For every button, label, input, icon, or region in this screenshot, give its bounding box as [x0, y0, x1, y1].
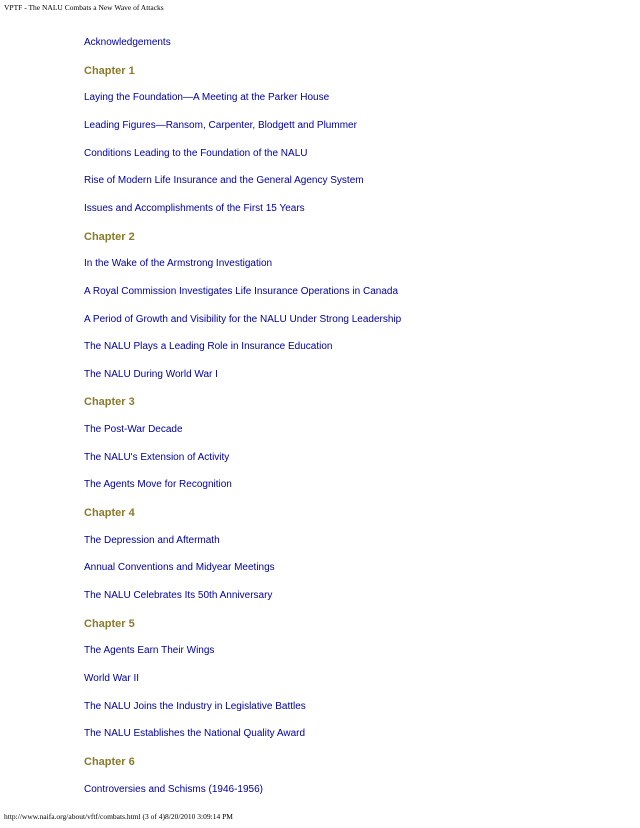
toc-link[interactable]: The NALU Plays a Leading Role in Insurance Education: [84, 341, 333, 353]
toc-link[interactable]: Controversies and Schisms (1946-1956): [84, 783, 263, 795]
toc-link[interactable]: Issues and Accomplishments of the First 15 Years: [84, 202, 305, 214]
toc-link[interactable]: The NALU During World War I: [84, 368, 218, 380]
toc-link[interactable]: Leading Figures—Ransom, Carpenter, Blodgett and Plummer: [84, 119, 357, 131]
toc-link[interactable]: The NALU Celebrates Its 50th Anniversary: [84, 590, 273, 601]
toc-link[interactable]: Conditions Leading to the Foundation of the NALU: [84, 147, 308, 159]
chapter-heading: Chapter 4: [84, 507, 135, 520]
toc-link[interactable]: Laying the Foundation—A Meeting at the Parker House: [84, 92, 330, 104]
toc-link[interactable]: World War II: [84, 672, 140, 684]
chapter-heading: Chapter 2: [84, 230, 135, 243]
print-header-title: VPTF - The NALU Combats a New Wave of Attacks: [4, 3, 164, 12]
chapter-heading: Chapter 1: [84, 64, 135, 77]
toc-link[interactable]: The Depression and Aftermath: [84, 534, 220, 546]
print-footer-url: http://www.naifa.org/about/vftf/combats.html (3 of 4)8/20/2010 3:09:14 PM: [4, 812, 233, 821]
toc-link[interactable]: The Post-War Decade: [84, 424, 183, 436]
toc-link[interactable]: The NALU Joins the Industry in Legislative Battles: [84, 700, 306, 712]
toc-link[interactable]: A Royal Commission Investigates Life Insurance Operations in Canada: [84, 285, 399, 297]
toc-link[interactable]: A Period of Growth and Visibility for the NALU Under Strong Leadership: [84, 313, 402, 325]
chapter-heading: Chapter 6: [84, 755, 135, 768]
toc-link[interactable]: Annual Conventions and Midyear Meetings: [84, 562, 275, 574]
table-of-contents: [84, 0, 604, 828]
toc-link[interactable]: The NALU's Extension of Activity: [84, 451, 230, 463]
toc-link[interactable]: Acknowledgements: [84, 37, 171, 48]
chapter-heading: Chapter 5: [84, 617, 135, 630]
chapter-heading: Chapter 3: [84, 396, 135, 409]
toc-link[interactable]: The Agents Earn Their Wings: [84, 645, 215, 657]
toc-link[interactable]: The Agents Move for Recognition: [84, 479, 232, 491]
toc-link[interactable]: Rise of Modern Life Insurance and the General Agency System: [84, 175, 364, 187]
toc-link[interactable]: The NALU Establishes the National Quality Award: [84, 728, 306, 740]
toc-link[interactable]: In the Wake of the Armstrong Investigation: [84, 258, 273, 270]
